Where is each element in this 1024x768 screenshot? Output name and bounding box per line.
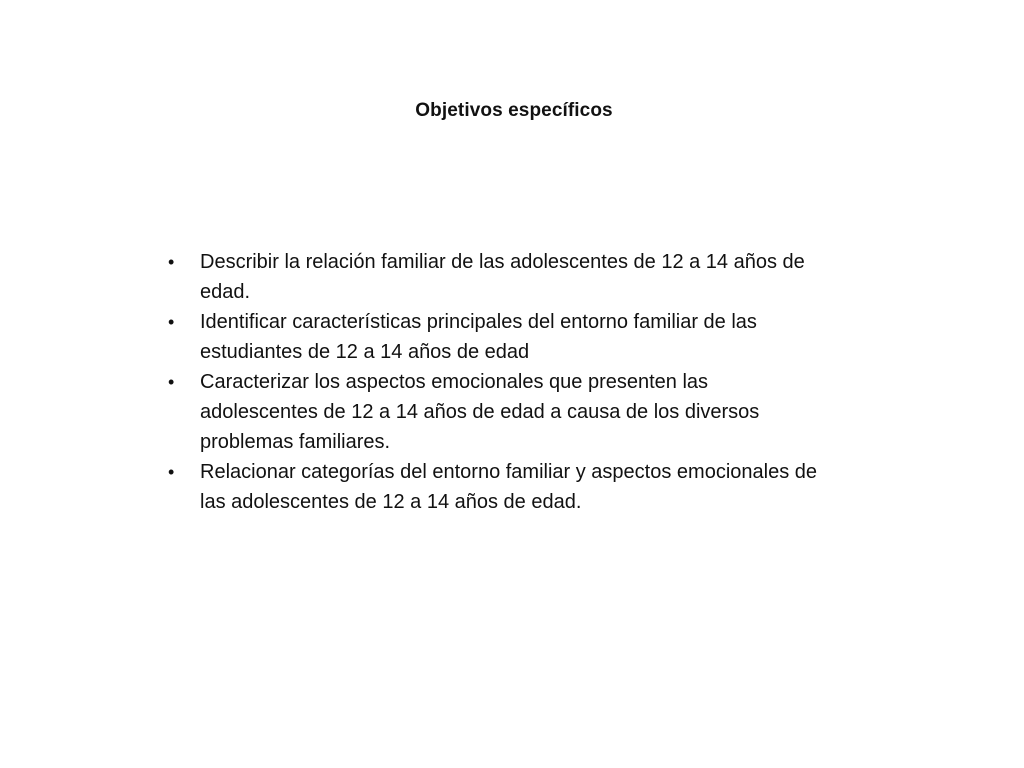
objective-text: Relacionar categorías del entorno familiar y aspectos emocionales de las adolescentes de 12 a 14 años de edad. bbox=[200, 461, 818, 513]
objective-item bbox=[166, 457, 826, 517]
bullet-icon: • bbox=[168, 462, 175, 482]
objective-text: Describir la relación familiar de las adolescentes de 12 a 14 años de edad. bbox=[200, 251, 805, 303]
bullet-icon: • bbox=[168, 252, 175, 272]
bullet-icon: • bbox=[168, 372, 175, 392]
objective-item bbox=[166, 247, 826, 307]
slide-title: Objetivos específicos bbox=[415, 100, 613, 121]
objective-text: Identificar características principales del entorno familiar de las estudiantes de 12 a 14 años de edad bbox=[200, 311, 757, 363]
objective-item bbox=[166, 367, 826, 457]
bullet-icon: • bbox=[168, 312, 175, 332]
objectives-list bbox=[166, 247, 826, 517]
objective-item bbox=[166, 307, 826, 367]
objective-text: Caracterizar los aspectos emocionales que presenten las adolescentes de 12 a 14 años de edad a causa de los diversos problemas familiares. bbox=[200, 371, 760, 453]
